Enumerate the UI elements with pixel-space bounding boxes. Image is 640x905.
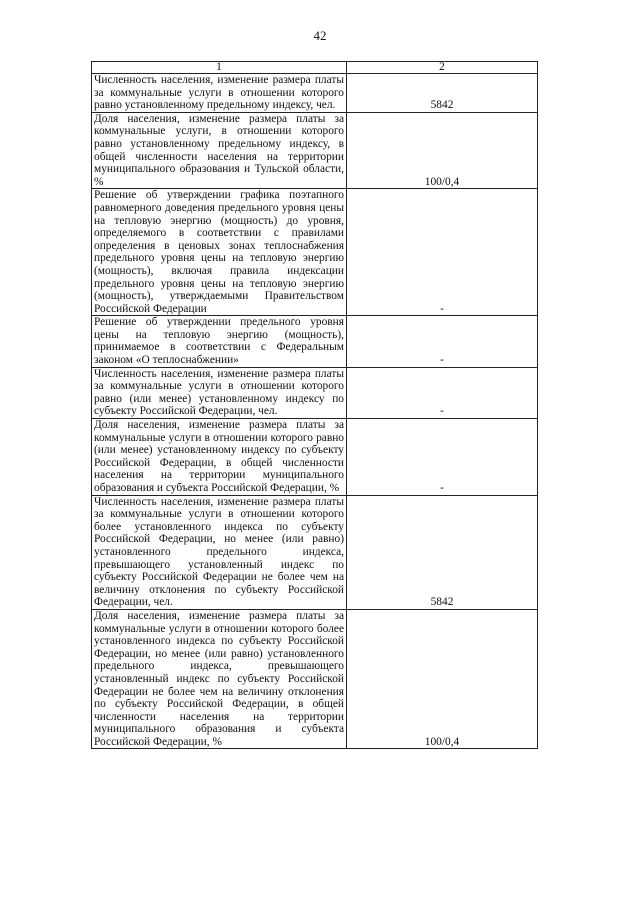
table-row: [92, 495, 538, 609]
row-label: Доля населения, изменение размера платы за коммунальные услуги в отношении которого более установленного индекса по субъекту Российской Федерации, но менее (или равно) установленного предельного индекса, превышающего установленный индекс по субъекту Российской Федерации не более чем на величину отклонения по субъекту Российской Федерации, в общей численности населения на территории муниципального образования и субъекта Российской Федерации, %: [92, 609, 347, 749]
row-value: 5842: [347, 495, 538, 609]
table-row: [92, 316, 538, 367]
row-value: -: [347, 419, 538, 496]
table-row: [92, 112, 538, 189]
row-value: 100/0,4: [347, 609, 538, 749]
table-row: [92, 74, 538, 113]
table-row: [92, 609, 538, 749]
row-label: Доля населения, изменение размера платы за коммунальные услуги, в отношении которого равно установленному предельному индексу, в общей численности населения на территории муниципального образования и Тульской области, %: [92, 112, 347, 189]
row-label: Численность населения, изменение размера платы за коммунальные услуги в отношении которого равно (или менее) установленному индексу по субъекту Российской Федерации, чел.: [92, 367, 347, 418]
column-header-2: 2: [347, 62, 538, 74]
row-label: Численность населения, изменение размера платы за коммунальные услуги в отношении которого равно установленному предельному индексу, чел.: [92, 74, 347, 113]
row-value: 5842: [347, 74, 538, 113]
table-row: [92, 367, 538, 418]
data-table: [91, 61, 538, 749]
row-label: Численность населения, изменение размера платы за коммунальные услуги в отношении которого более установленного индекса по субъекту Российской Федерации, но менее (или равно) установленного предельного индекса, превышающего установленный индекс по субъекту Российской Федерации не более чем на величину отклонения по субъекту Российской Федерации, чел.: [92, 495, 347, 609]
table-row: [92, 189, 538, 316]
table-row: [92, 419, 538, 496]
row-value: -: [347, 316, 538, 367]
page-number: 42: [313, 28, 327, 43]
row-label: Решение об утверждении графика поэтапного равномерного доведения предельного уровня цены на тепловую энергию (мощность) до уровня, определяемого в соответствии с правилами определения в ценовых зонах теплоснабжения предельного уровня цены на тепловую энергию (мощность), включая правила индексации предельного уровня цены на тепловую энергию (мощность), утверждаемыми Правительством Российской Федерации: [92, 189, 347, 316]
row-label: Доля населения, изменение размера платы за коммунальные услуги в отношении которого равно (или менее) установленному индексу по субъекту Российской Федерации, в общей численности населения на территории муниципального образования и субъекта Российской Федерации, %: [92, 419, 347, 496]
row-value: -: [347, 367, 538, 418]
column-header-1: 1: [92, 62, 347, 74]
row-label: Решение об утверждении предельного уровня цены на тепловую энергию (мощность), принимаемое в соответствии с Федеральным законом «О теплоснабжении»: [92, 316, 347, 367]
row-value: -: [347, 189, 538, 316]
row-value: 100/0,4: [347, 112, 538, 189]
table-header-row: [92, 62, 538, 74]
